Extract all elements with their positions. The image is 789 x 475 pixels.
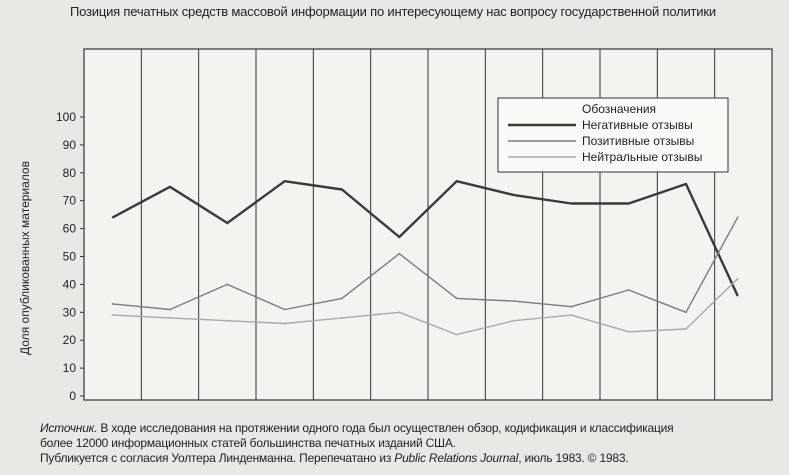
data-point [628, 331, 630, 333]
data-point [112, 217, 114, 219]
data-point [513, 320, 515, 322]
caption-text-3b: , июль 1983. © 1983. [518, 451, 629, 465]
data-point [570, 314, 572, 316]
data-point [398, 236, 400, 238]
y-tick-label: 80 [62, 165, 76, 180]
y-tick-label: 0 [69, 389, 76, 403]
legend [498, 98, 728, 172]
data-point [169, 186, 171, 188]
y-axis-label: Доля опубликованных материалов [18, 161, 32, 355]
source-caption [40, 421, 785, 466]
y-tick-label: 10 [62, 361, 76, 376]
data-point [226, 222, 228, 224]
data-point [456, 334, 458, 336]
y-tick-label: 70 [62, 193, 76, 208]
y-tick-label: 60 [62, 221, 76, 236]
data-point [737, 295, 739, 297]
data-point [685, 183, 687, 185]
y-tick-label: 40 [62, 277, 76, 292]
data-point [628, 203, 630, 205]
caption-line-1 [40, 421, 785, 436]
y-tick-label: 20 [62, 333, 76, 348]
data-point [284, 180, 286, 182]
data-point [685, 328, 687, 330]
y-tick-label: 50 [62, 249, 76, 264]
caption-text-3a: Публикуется с согласия Уолтера Линденманна. Перепечатано из [40, 451, 395, 465]
data-point [628, 289, 630, 291]
y-tick-label: 100 [55, 110, 76, 124]
data-point [341, 317, 343, 319]
data-point [570, 203, 572, 205]
data-point [284, 323, 286, 325]
data-point [456, 297, 458, 299]
source-label: Источник. [40, 421, 98, 435]
data-point [112, 303, 114, 305]
data-point [737, 217, 739, 219]
caption-text-1: В ходе исследования на протяжении одного года был осуществлен обзор, кодификация и классификация [97, 421, 674, 435]
y-axis [56, 110, 84, 403]
legend-title: Обозначения [582, 102, 657, 116]
legend-entry-label: Нейтральные отзывы [582, 150, 703, 164]
caption-line-2: более 12000 информационных статей большинства печатных изданий США. [40, 436, 456, 450]
data-point [737, 278, 739, 280]
data-point [456, 180, 458, 182]
data-point [513, 300, 515, 302]
data-point [226, 320, 228, 322]
y-tick-label: 90 [62, 137, 76, 152]
legend-entry-label: Позитивные отзывы [582, 134, 695, 148]
data-point [169, 309, 171, 311]
data-point [169, 317, 171, 319]
data-point [513, 194, 515, 196]
y-tick-label: 30 [62, 305, 76, 320]
caption-line-3 [40, 451, 785, 466]
data-point [685, 311, 687, 313]
data-point [341, 297, 343, 299]
data-point [398, 253, 400, 255]
legend-entry-label: Негативные отзывы [582, 118, 693, 132]
data-point [112, 314, 114, 316]
data-point [341, 189, 343, 191]
data-point [284, 309, 286, 311]
chart-title: Позиция печатных средств массовой информации по интересующему нас вопросу государственной политики [70, 4, 716, 19]
data-point [226, 284, 228, 286]
data-point [398, 311, 400, 313]
data-point [570, 306, 572, 308]
journal-name: Public Relations Journal [394, 451, 519, 465]
